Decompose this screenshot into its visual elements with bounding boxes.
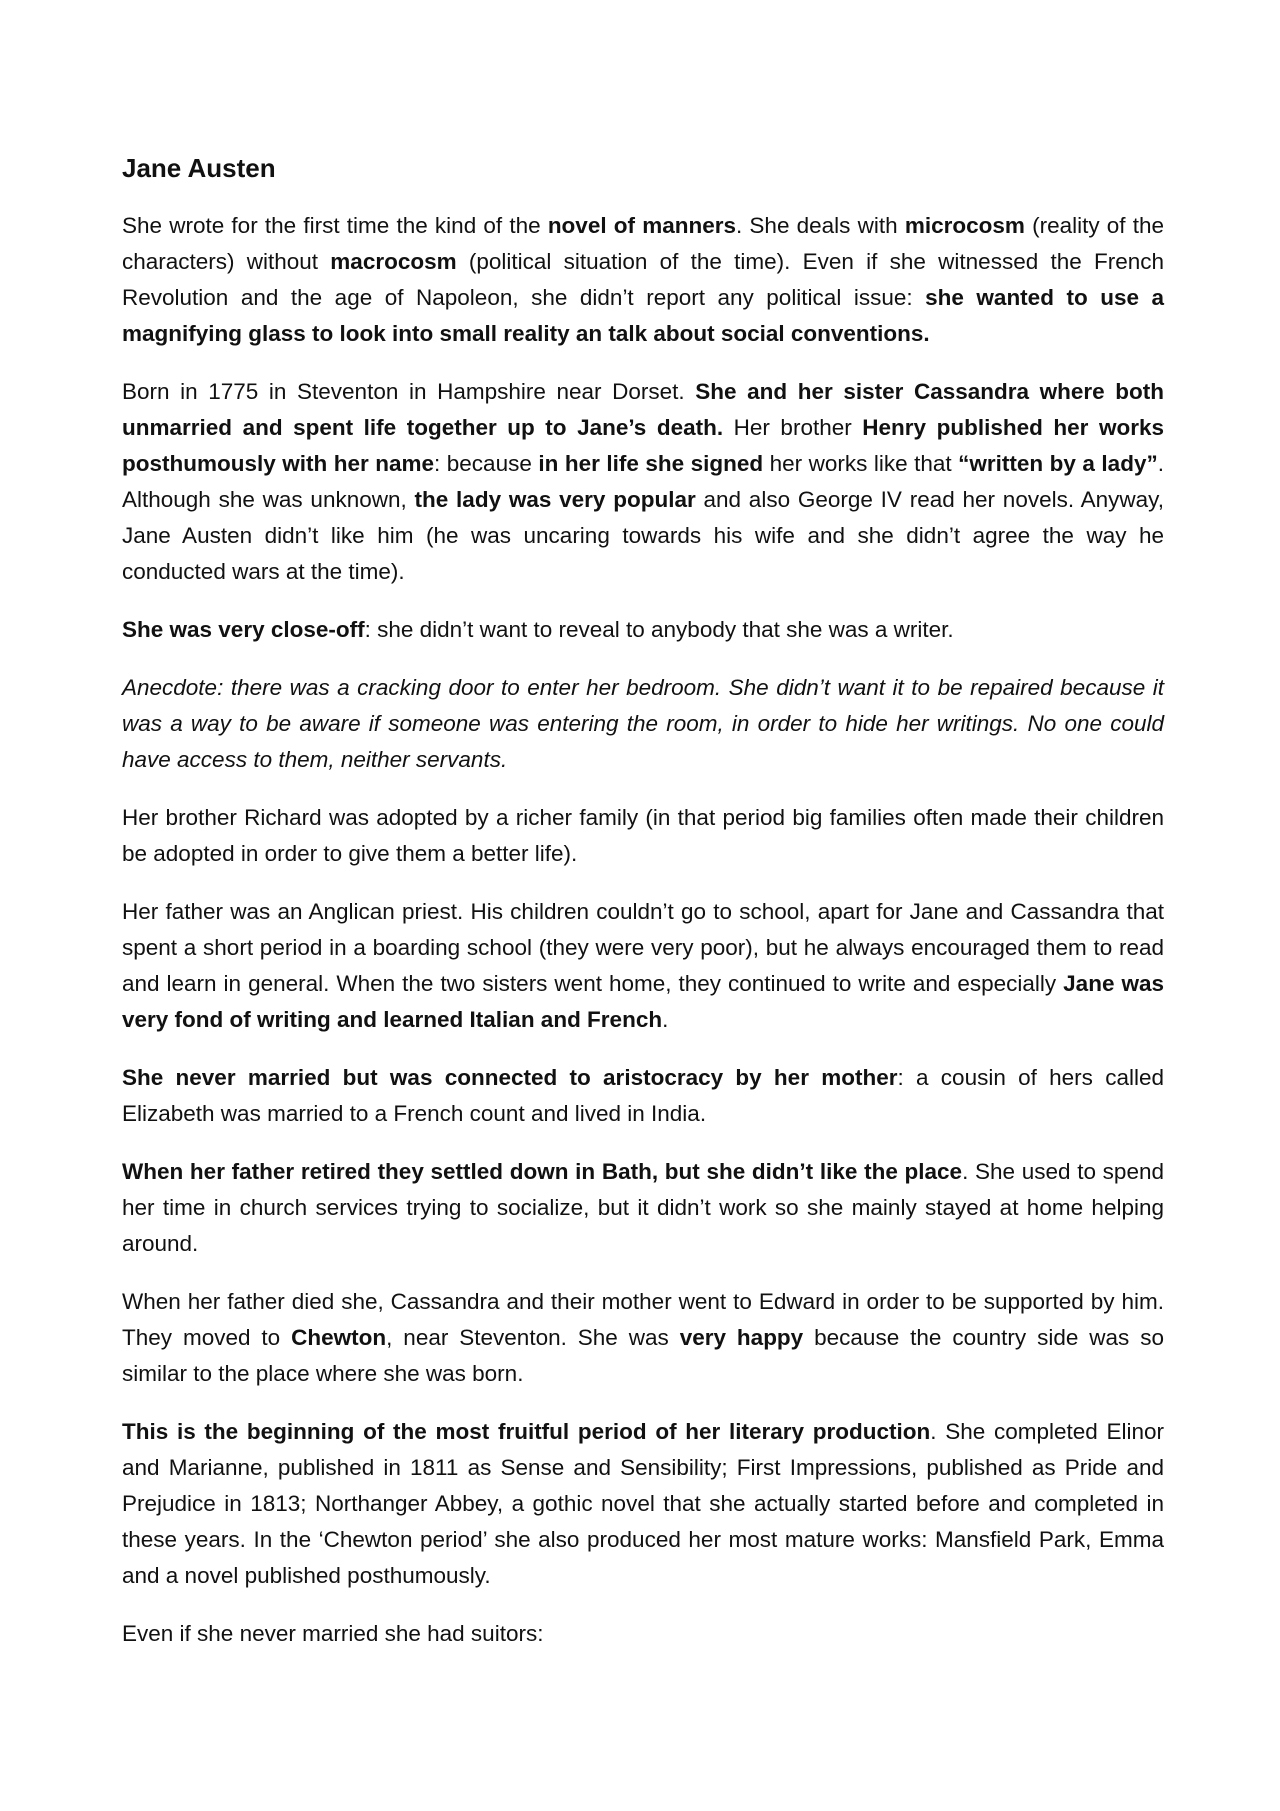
paragraph-father-priest xyxy=(122,894,1164,1038)
text-run: . She deals with xyxy=(735,213,905,238)
paragraph-birth xyxy=(122,374,1164,590)
bold-run: novel of manners xyxy=(547,213,736,238)
document-body xyxy=(122,150,1164,1674)
text-run: . She completed Elinor and Marianne, published in 1811 as Sense and Sensibility; First Impressions, published as Pride and Prejudice in 1813; Northanger Abbey, a gothic novel that she actually started before and completed in these years. In the ‘Chewton period’ she also produced her most mature works: Mansfield Park, Emma and a novel published posthumously. xyxy=(122,1419,1164,1588)
paragraph-literary-production xyxy=(122,1414,1164,1594)
bold-run: microcosm xyxy=(904,213,1025,238)
text-run: . xyxy=(662,1007,669,1032)
text-run: She wrote for the first time the kind of the xyxy=(122,213,548,238)
paragraph-anecdote: Anecdote: there was a cracking door to enter her bedroom. She didn’t want it to be repaired because it was a way to be aware if someone was entering the room, in order to hide her writings. No one could have access to them, neither servants. xyxy=(122,675,1164,772)
bold-run: Chewton xyxy=(291,1325,387,1350)
text-run: Born in 1775 in Steventon in Hampshire near Dorset. xyxy=(122,379,696,404)
text-run: (reality of the characters) without xyxy=(122,213,1165,274)
paragraph-novel-of-manners xyxy=(122,208,1164,352)
bold-run: She never married but was connected to aristocracy by her mother xyxy=(122,1065,898,1090)
text-run: , near Steventon. She was xyxy=(386,1325,680,1350)
bold-run: When her father retired they settled down in Bath, but she didn’t like the place xyxy=(122,1159,963,1184)
text-run: (political situation of the time). Even if she witnessed the French Revolution and the age of Napoleon, she didn’t report any political issue: xyxy=(122,249,1164,310)
text-run: because the country side was so similar to the place where she was born. xyxy=(122,1325,1164,1386)
bold-run: Jane was very fond of writing and learned Italian and French xyxy=(122,971,1164,1032)
text-run: : because xyxy=(434,451,539,476)
paragraph-suitors: Even if she never married she had suitors: xyxy=(122,1621,544,1646)
text-run: and also George IV read her novels. Anyway, Jane Austen didn’t like him (he was uncaring towards his wife and she didn’t agree the way he conducted wars at the time). xyxy=(122,487,1164,584)
text-run: . She used to spend her time in church services trying to socialize, but it didn’t work so she mainly stayed at home helping around. xyxy=(122,1159,1164,1256)
text-run: When her father died she, Cassandra and their mother went to Edward in order to be supported by him. They moved to xyxy=(122,1289,1164,1350)
text-run: Her father was an Anglican priest. His children couldn’t go to school, apart for Jane and Cassandra that spent a short period in a boarding school (they were very poor), but he always encouraged them to read and learn in general. When the two sisters went home, they continued to write and especially xyxy=(122,899,1164,996)
bold-run: in her life she signed xyxy=(538,451,764,476)
bold-run: “written by a lady” xyxy=(958,451,1158,476)
text-run: : a cousin of hers called Elizabeth was married to a French count and lived in India. xyxy=(122,1065,1164,1126)
bold-run: she wanted to use a magnifying glass to look into small reality an talk about social conventions. xyxy=(122,285,1165,346)
paragraph-chewton xyxy=(122,1284,1164,1392)
bold-run: very happy xyxy=(679,1325,804,1350)
bold-run: the lady was very popular xyxy=(414,487,696,512)
paragraph-brother-richard: Her brother Richard was adopted by a richer family (in that period big families often made their children be adopted in order to give them a better life). xyxy=(122,805,1164,866)
text-run: Her brother xyxy=(723,415,863,440)
text-run: . Although she was unknown, xyxy=(122,451,1164,512)
text-run: her works like that xyxy=(763,451,959,476)
paragraph-close-off xyxy=(122,612,1164,648)
bold-run: She and her sister Cassandra where both unmarried and spent life together up to Jane’s death. xyxy=(122,379,1164,440)
paragraph-aristocracy xyxy=(122,1060,1164,1132)
bold-run: macrocosm xyxy=(330,249,457,274)
document-title: Jane Austen xyxy=(122,153,276,183)
bold-run: She was very close-off xyxy=(122,617,365,642)
paragraph-bath xyxy=(122,1154,1164,1262)
bold-run: This is the beginning of the most fruitful period of her literary production xyxy=(122,1419,931,1444)
bold-run: Henry published her works posthumously with her name xyxy=(122,415,1164,476)
text-run: : she didn’t want to reveal to anybody that she was a writer. xyxy=(364,617,954,642)
